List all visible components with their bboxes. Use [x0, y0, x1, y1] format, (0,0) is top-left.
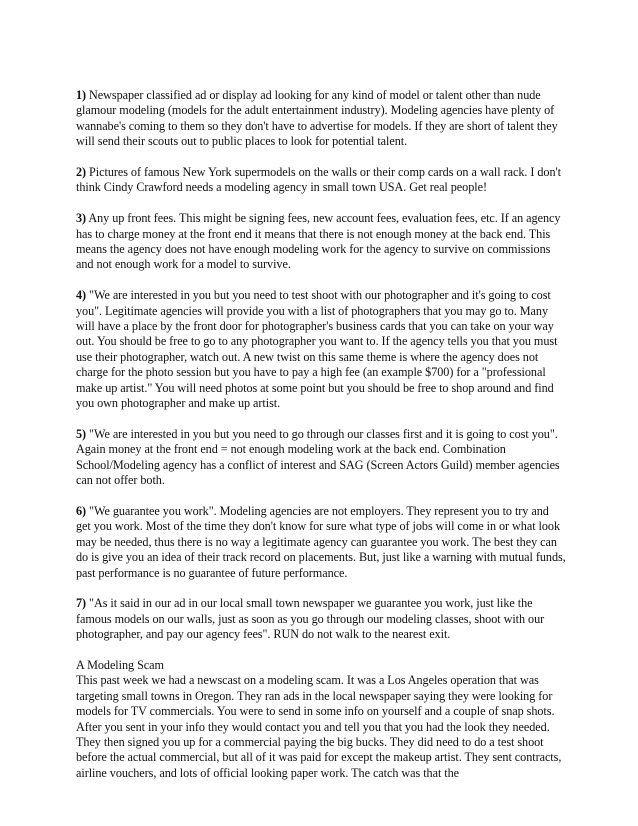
item-number: 5): [76, 426, 87, 441]
scam-section: [76, 658, 566, 781]
item-text: "We guarantee you work". Modeling agencies are not employers. They represent you to try and get you work. Most of the time they don't know for sure what type of jobs will come in or what look may be needed, thus there is no way a legitimate agency can guarantee you work. The best they can do is give you an idea of their track record on placements. But, just like a warning with mutual funds, past performance is no guarantee of future performance.: [76, 503, 566, 580]
item-text: Newspaper classified ad or display ad looking for any kind of model or talent other than nude glamour modeling (models for the adult entertainment industry). Modeling agencies have plenty of wannabe's coming to them so they don't have to advertise for models. If they are short of talent they will send their scouts out to public places to look for potential talent.: [76, 88, 558, 149]
warning-item-2: [76, 165, 566, 196]
item-text: "We are interested in you but you need to test shoot with our photographer and it's going to cost you". Legitimate agencies will provide you with a list of photographers that you may go to. Many will have a place by the front door for photographer's business cards that you can take on your way out. You should be free to go to any photographer you want to. If the agency tells you that you must use their photographer, watch out. A new twist on this same theme is where the agency does not charge for the photo session but you have to pay a high fee (an example $700) for a "professional make up artist." You will need photos at some point but you should be free to shop around and find you own photographer and make up artist.: [76, 288, 558, 411]
item-number: 2): [76, 165, 87, 180]
item-text: "We are interested in you but you need to go through our classes first and it is going to cost you". Again money at the front end = not enough modeling work at the back end. Combination School/Modeling agency has a conflict of interest and SAG (Screen Actors Guild) member agencies can not offer both.: [76, 426, 560, 488]
item-text: Pictures of famous New York supermodels on the walls or their comp cards on a wall rack. I don't think Cindy Crawford needs a modeling agency in small town USA. Get real people!: [76, 165, 561, 195]
warning-item-5: [76, 427, 566, 489]
item-number: 6): [76, 503, 87, 518]
warning-item-6: [76, 504, 566, 581]
warning-item-7: [76, 596, 566, 642]
warning-item-1: [76, 88, 566, 150]
item-text: "As it said in our ad in our local small town newspaper we guarantee you work, just like the famous models on our walls, just as soon as you go through our modeling classes, shoot with our photographer, and pay our agency fees". RUN do not walk to the nearest exit.: [76, 596, 545, 642]
section-heading: A Modeling Scam: [76, 657, 164, 672]
item-number: 3): [76, 211, 87, 226]
section-body: This past week we had a newscast on a modeling scam. It was a Los Angeles operation that was targeting small towns in Oregon. They ran ads in the local newspaper saying they were looking for models for TV commercials. You were to send in some info on yourself and a couple of snap shots. After you sent in your info they would contact you and tell you that you had the look they needed. They then signed you up for a commercial paying the big bucks. They did need to do a test shoot before the actual commercial, but all of it was paid for except the makeup artist. They sent contracts, airline vouchers, and lots of official looking paper work. The catch was that the: [76, 673, 562, 780]
document-page: [76, 88, 566, 797]
item-number: 4): [76, 288, 87, 303]
warning-item-3: [76, 211, 566, 273]
item-number: 7): [76, 596, 87, 611]
item-text: Any up front fees. This might be signing fees, new account fees, evaluation fees, etc. If an agency has to charge money at the front end it means that there is not enough money at the back end. This means the agency does not have enough modeling work for the agency to survive on commissions and not enough work for a model to survive.: [76, 211, 561, 272]
item-number: 1): [76, 88, 87, 102]
warning-item-4: [76, 288, 566, 411]
